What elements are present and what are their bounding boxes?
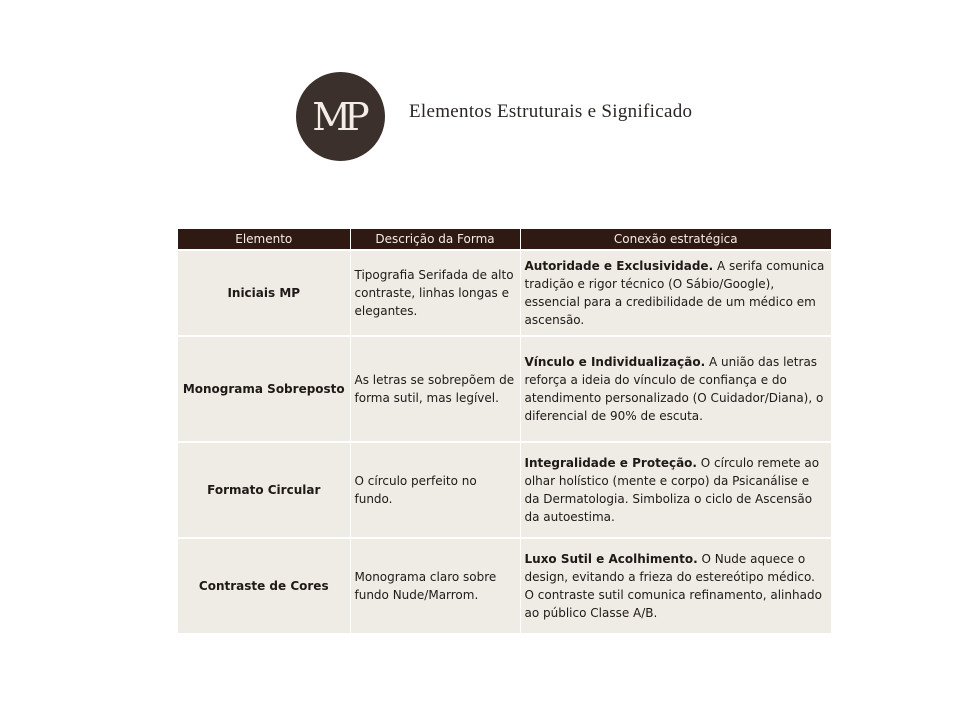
header-description: Descrição da Forma	[350, 229, 520, 250]
header-connection: Conexão estratégica	[520, 229, 831, 250]
cell-connection	[520, 336, 831, 442]
header-element: Elemento	[178, 229, 350, 250]
table-header-row	[178, 229, 831, 250]
logo-monogram: MP	[312, 94, 363, 139]
table-row	[178, 250, 831, 336]
mp-logo	[296, 72, 385, 161]
connection-text: A serifa comunica tradição e rigor técnico (O Sábio/Google), essencial para a credibilidade de um médico em ascensão.	[524, 259, 825, 327]
table-row	[178, 336, 831, 442]
cell-element: Contraste de Cores	[178, 538, 350, 633]
cell-description: Monograma claro sobre fundo Nude/Marrom.	[350, 538, 520, 633]
connection-heading: Vínculo e Individualização.	[524, 355, 706, 369]
table-row	[178, 538, 831, 633]
connection-text: O Nude aquece o design, evitando a frieza do estereótipo médico. O contraste sutil comunica refinamento, alinhado ao público Classe A/B.	[524, 552, 822, 620]
cell-description: Tipografia Serifada de alto contraste, linhas longas e elegantes.	[350, 250, 520, 336]
cell-connection	[520, 538, 831, 633]
connection-text: A união das letras reforça a ideia do vínculo de confiança e do atendimento personalizado (O Cuidador/Diana), o diferencial de 90% de escuta.	[524, 355, 824, 423]
cell-description: As letras se sobrepõem de forma sutil, mas legível.	[350, 336, 520, 442]
connection-text: O círculo remete ao olhar holístico (mente e corpo) da Psicanálise e da Dermatologia. Simboliza o ciclo de Ascensão da autoestima.	[524, 456, 820, 524]
cell-element: Formato Circular	[178, 442, 350, 538]
cell-element: Monograma Sobreposto	[178, 336, 350, 442]
cell-connection	[520, 250, 831, 336]
connection-heading: Autoridade e Exclusividade.	[524, 259, 714, 273]
table-row	[178, 442, 831, 538]
cell-connection	[520, 442, 831, 538]
connection-heading: Luxo Sutil e Acolhimento.	[524, 552, 698, 566]
page-title: Elementos Estruturais e Significado	[409, 101, 693, 122]
elements-table	[178, 229, 831, 633]
cell-description: O círculo perfeito no fundo.	[350, 442, 520, 538]
connection-heading: Integralidade e Proteção.	[524, 456, 697, 470]
cell-element: Iniciais MP	[178, 250, 350, 336]
